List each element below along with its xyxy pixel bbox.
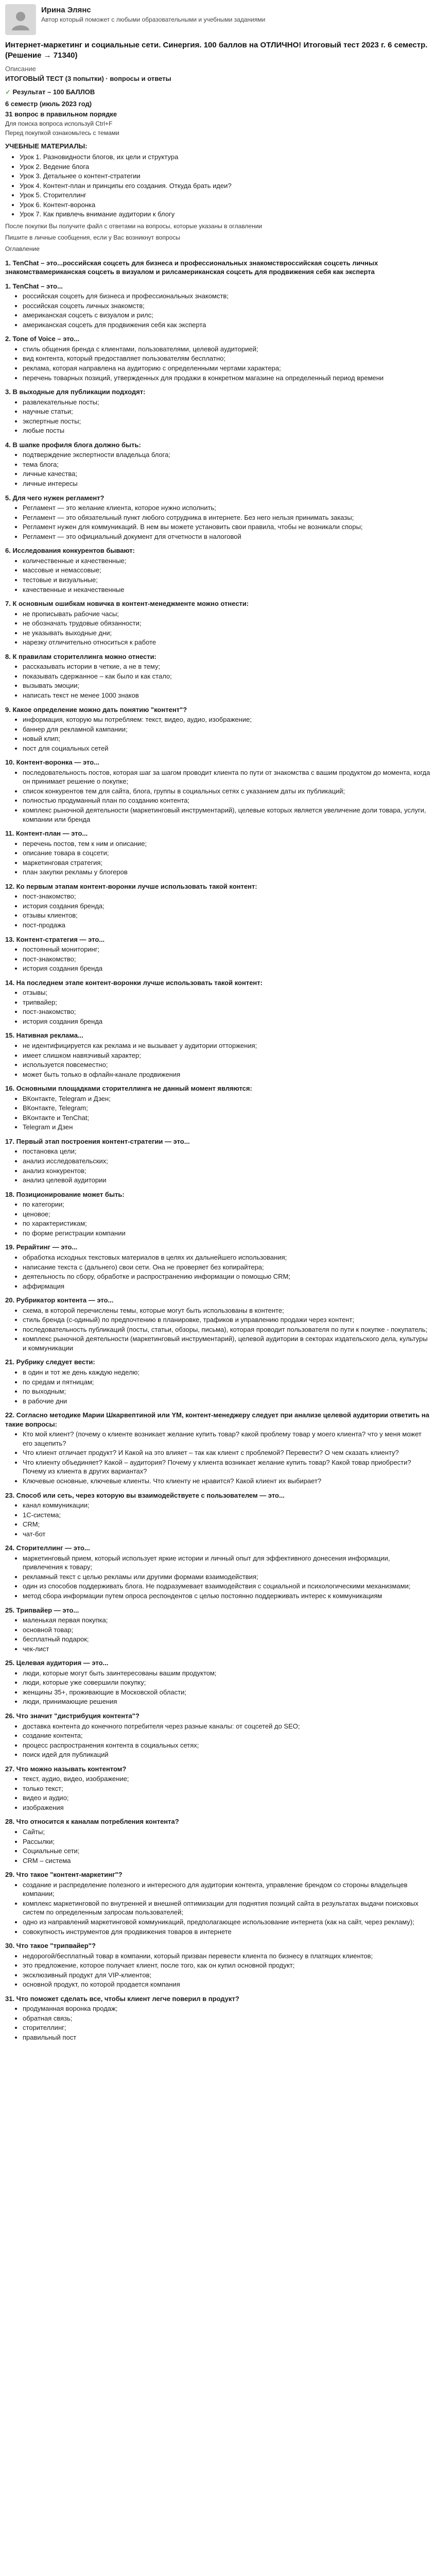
contact-note: Пишите в личные сообщения, если у Вас возникнут вопросы — [5, 234, 180, 242]
answer-option: • комплекс рыночной деятельности (маркетинговый инструментарий), целевые которых является увеличение доли товара, услуги, компании или бренда — [23, 806, 431, 824]
answer-option: • по категории; — [23, 1200, 431, 1209]
answer-option: • Регламент нужен для коммуникаций. В нем вы можете установить свои правила, чтобы не возникали споры; — [23, 522, 431, 532]
checkmark-icon: ✓ — [5, 88, 11, 96]
questions-list — [5, 259, 431, 2042]
answer-options — [5, 1554, 431, 1601]
answer-option: • любые посты — [23, 426, 431, 435]
answer-option: • стиль бренда (с-одиный) по предпочтению в планировке, трафиков и управлению продажи через контент; — [23, 1315, 431, 1325]
answer-option: • реклама, которая направлена на аудиторию с определенными чертами характера; — [23, 364, 431, 373]
answer-option: • не указывать выходные дни; — [23, 629, 431, 638]
answer-options — [5, 2004, 431, 2042]
answer-option: • американская соцсеть с визуалом и рилс; — [23, 311, 431, 320]
test-type: ИТОГОВЫЙ ТЕСТ (3 попытки) · вопросы и ответы — [5, 75, 171, 83]
answer-option: • по характеристикам; — [23, 1219, 431, 1228]
answer-option: • массовые и немассовые; — [23, 566, 431, 575]
answer-option: • бесплатный подарок; — [23, 1635, 431, 1644]
answer-options — [5, 1880, 431, 1936]
question-title: 13. Контент-стратегия — это... — [5, 935, 105, 943]
question-title: 17. Первый этап построения контент-стратегии — это... — [5, 1137, 190, 1145]
answer-option: • пост-знакомство; — [23, 955, 431, 964]
answer-option: • тема блога; — [23, 460, 431, 469]
answer-options — [5, 1306, 431, 1353]
question-title: 9. Какое определение можно дать понятию "контент"? — [5, 705, 187, 714]
question-title: 10. Контент-воронка — это... — [5, 758, 99, 767]
answer-option: • показывать сдержанное – как было и как стало; — [23, 672, 431, 681]
question-title: 6. Исследования конкурентов бывают: — [5, 547, 135, 555]
answer-options — [5, 1368, 431, 1405]
answer-option: • Рассылки; — [23, 1837, 431, 1846]
question-title: 24. Сторителлинг — это... — [5, 1544, 90, 1552]
answer-option: • личные качества; — [23, 469, 431, 479]
question-title: 11. Контент-план — это... — [5, 829, 88, 838]
answer-option: • американская соцсеть для продвижения себя как эксперта — [23, 320, 431, 330]
answer-options — [5, 1430, 431, 1485]
answer-option: • постановка цели; — [23, 1147, 431, 1156]
topic-item: • Урок 3. Детальнее о контент-стратегии — [20, 172, 431, 181]
answer-option: • Регламент — это желание клиента, которое нужно исполнить; — [23, 503, 431, 513]
answer-option: • основной товар; — [23, 1625, 431, 1635]
answer-option: • продуманная воронка продаж; — [23, 2004, 431, 2013]
answer-option: • история создания бренда — [23, 1017, 431, 1026]
question-title: 25. Трипвайер — это... — [5, 1606, 79, 1614]
question-title: 1. TenChat – это...российская соцсеть для бизнеса и профессиональных знакомствроссийская соцсеть личных знакомствамериканская соцсеть в визуалом и рилсамериканская соцсеть для продвижения себя как эксперта — [5, 259, 378, 276]
answer-options — [5, 1094, 431, 1132]
answer-option: • люди, которые уже совершили покупку; — [23, 1678, 431, 1687]
answer-option: • одно из направлений маркетинговой коммуникаций, предполагающее использование интернета (как на сайт, через рекламу); — [23, 1918, 431, 1927]
answer-option: • российская соцсеть личных знакомств; — [23, 301, 431, 311]
search-hint: Для поиска вопроса используй Ctrl+F — [5, 120, 113, 128]
description-label: Описание — [5, 64, 36, 73]
answer-option: • ВКонтакте, Telegram и Дзен; — [23, 1094, 431, 1104]
answer-option: • последовательность публикаций (посты, статьи, обзоры, письма), которая проводит пользователя по пути к покупке - покупатель; — [23, 1325, 431, 1334]
question-title: 8. К правилам сторителлинга можно отнести: — [5, 652, 156, 660]
answer-option: • вызывать эмоции; — [23, 681, 431, 690]
answer-options — [5, 1669, 431, 1706]
answer-option: • по средам и пятницам; — [23, 1378, 431, 1387]
user-icon — [9, 8, 32, 31]
answer-option: • экспертные посты; — [23, 417, 431, 426]
answer-option: • может быть только в офлайн-канале продвижения — [23, 1070, 431, 1079]
answer-options — [5, 345, 431, 382]
answer-option: • информация, которую мы потребляем: текст, видео, аудио, изображение; — [23, 715, 431, 724]
answer-option: • по выходным; — [23, 1387, 431, 1396]
answer-option: • количественные и качественные; — [23, 556, 431, 566]
answer-option: • ВКонтакте и TenChat; — [23, 1113, 431, 1123]
result-line — [5, 88, 431, 97]
answer-option: • стиль общения бренда с клиентами, пользователями, целевой аудиторией; — [23, 345, 431, 354]
answer-option: • чат-бот — [23, 1530, 431, 1539]
answer-option: • имеет слишком навязчивый характер; — [23, 1051, 431, 1060]
answer-option: • описание товара в соцсети; — [23, 849, 431, 858]
answer-option: • сторителлинг; — [23, 2023, 431, 2032]
answer-options — [5, 1501, 431, 1538]
topic-item: • Урок 4. Контент-план и принципы его создания. Откуда брать идеи? — [20, 181, 431, 191]
answer-option: • доставка контента до конечного потребителя через разные каналы: от соцсетей до SEO; — [23, 1722, 431, 1731]
question-title: 20. Рубрикатор контента — это... — [5, 1296, 114, 1304]
topic-item: • Урок 7. Как привлечь внимание аудитории к блогу — [20, 210, 431, 219]
answer-option: • Социальные сети; — [23, 1846, 431, 1856]
answer-options — [5, 398, 431, 435]
answer-options — [5, 292, 431, 329]
answer-options — [5, 1827, 431, 1865]
author-block — [5, 4, 431, 35]
answer-options — [5, 988, 431, 1026]
answer-option: • анализ исследовательских; — [23, 1157, 431, 1166]
answer-option: • вид контента, который предоставляет пользователям бесплатно; — [23, 354, 431, 363]
answer-option: • отзывы; — [23, 988, 431, 997]
question-title: 4. В шапке профиля блога должно быть: — [5, 440, 141, 449]
question-title: 2. Tone of Voice – это... — [5, 335, 80, 343]
answer-option: • комплекс маркетинговой по внутренней и внешней оптимизации для поднятия позиций сайта в результатах выдачи поисковых систем по определенным запросам пользователей; — [23, 1899, 431, 1917]
answer-option: • не идентифицируется как реклама и не вызывает у аудитории отторжения; — [23, 1041, 431, 1050]
answer-option: • люди, принимающие решения — [23, 1697, 431, 1706]
answer-option: • Telegram и Дзен — [23, 1123, 431, 1132]
answer-option: • в один и тот же день каждую неделю; — [23, 1368, 431, 1377]
answer-option: • Что клиенту объединяет? Какой – аудитория? Почему у клиента возникает желание купить товар? Какой товар приобрести? Почему из клиента в других вариантах? — [23, 1458, 431, 1476]
answer-options — [5, 1616, 431, 1653]
question-title: 25. Целевая аудитория — это... — [5, 1659, 109, 1667]
answer-option: • не прописывать рабочие часы; — [23, 609, 431, 619]
answer-options — [5, 1253, 431, 1291]
answer-option: • аффирмация — [23, 1282, 431, 1291]
question-title: 12. Ко первым этапам контент-воронки лучше использовать такой контент: — [5, 882, 257, 890]
answer-option: • российская соцсеть для бизнеса и профессиональных знакомств; — [23, 292, 431, 301]
answer-option: • обратная связь; — [23, 2014, 431, 2023]
answer-options — [5, 609, 431, 647]
answer-option: • используется повсеместно; — [23, 1060, 431, 1070]
answer-option: • люди, которые могут быть заинтересованы вашим продуктом; — [23, 1669, 431, 1678]
question-title: 27. Что можно называть контентом? — [5, 1765, 127, 1773]
answer-option: • один из способов поддерживать блога. Не подразумевает взаимодействия с социальной и психологическими механизмами; — [23, 1582, 431, 1591]
answer-options — [5, 503, 431, 541]
answer-option: • пост-знакомство; — [23, 892, 431, 901]
answer-option: • Сайты; — [23, 1827, 431, 1837]
question-title: 23. Способ или сеть, через которую вы взаимодействуете с пользователем — это... — [5, 1491, 285, 1499]
answer-option: • основной продукт, по которой продается компания — [23, 1980, 431, 1989]
answer-option: • в рабочие дни — [23, 1397, 431, 1406]
question-title: 21. Рубрику следует вести: — [5, 1358, 95, 1366]
answer-option: • CRM; — [23, 1520, 431, 1529]
question-title: 16. Основными площадками сторителлинга не данный момент являются: — [5, 1084, 252, 1093]
answer-option: • метод сбора информации путем опроса респондентов с целью постоянно поддерживать интерес к коммуникациям — [23, 1591, 431, 1601]
answer-option: • деятельность по сбору, обработке и распространению информации о помощью CRM; — [23, 1272, 431, 1281]
author-description: Автор который поможет с любыми образовательными и учебными заданиями — [41, 16, 266, 24]
answer-option: • пост-продажа — [23, 921, 431, 930]
answer-option: • Что клиент отличает продукт? И Какой на это влияет – так как клиент с проблемой? Перевести? О чем сказать клиенту? — [23, 1448, 431, 1458]
questions-count: 31 вопрос в правильном порядке — [5, 110, 117, 118]
question-title: 3. В выходные для публикации подходят: — [5, 388, 146, 396]
answer-options — [5, 556, 431, 594]
answer-option: • совокупность инструментов для продвижения товаров в интернете — [23, 1927, 431, 1937]
answer-option: • трипвайер; — [23, 998, 431, 1007]
author-name[interactable]: Ирина Элянс — [41, 6, 91, 14]
result-text: Результат – 100 БАЛЛОВ — [12, 88, 95, 96]
question-title: 19. Рерайтинг — это... — [5, 1243, 78, 1251]
answer-options — [5, 1722, 431, 1759]
answer-option: • рассказывать истории в четкие, а не в тему; — [23, 662, 431, 671]
question-title: 5. Для чего нужен регламент? — [5, 494, 104, 502]
answer-option: • CRM – система — [23, 1856, 431, 1866]
answer-option: • личные интересы — [23, 479, 431, 488]
answer-options — [5, 945, 431, 973]
answer-options — [5, 839, 431, 877]
answer-option: • эксклюзивный продукт для VIP-клиентов; — [23, 1971, 431, 1980]
semester: 6 семестр (июль 2023 год) — [5, 100, 92, 108]
answer-option: • история создания бренда — [23, 964, 431, 973]
answer-options — [5, 715, 431, 753]
question-title: 29. Что такое "контент-маркетинг"? — [5, 1871, 123, 1879]
answer-option: • маркетинговый прием, который использует яркие истории и личный опыт для эффективного донесения информации, привлечения к товару; — [23, 1554, 431, 1572]
avatar[interactable] — [5, 4, 36, 35]
answer-option: • нарезку отличительно относиться к работе — [23, 638, 431, 647]
materials-label: УЧЕБНЫЕ МАТЕРИАЛЫ: — [5, 142, 88, 150]
answer-option: • анализ конкурентов; — [23, 1166, 431, 1176]
question-title: 14. На последнем этапе контент-воронки лучше использовать такой контент: — [5, 978, 263, 987]
answer-options — [5, 1200, 431, 1238]
answer-options — [5, 1041, 431, 1079]
question-title: 28. Что относится к каналам потребления контента? — [5, 1818, 179, 1826]
question-title: 22. Согласно методике Марии Шкарвептиной или YM, контент-менеджеру следует при анализе целевой аудитории ответить на такие вопросы: — [5, 1411, 429, 1428]
question-title: 30. Что такое "трипвайер"? — [5, 1942, 96, 1950]
answer-option: • написать текст не менее 1000 знаков — [23, 691, 431, 700]
answer-option: • последовательность постов, которая шаг за шагом проводит клиента по пути от знакомства с вашим продуктом до момента, когда он принимает решение о покупке; — [23, 768, 431, 786]
answer-option: • женщины 35+, проживающие в Московской области; — [23, 1688, 431, 1697]
answer-option: • подтверждение экспертности владельца блога; — [23, 450, 431, 460]
contents-label: Оглавление — [5, 245, 40, 253]
answer-option: • текст, аудио, видео, изображение; — [23, 1774, 431, 1784]
answer-option: • комплекс рыночной деятельности (маркетинговый инструментарий), целевой аудитории в секторах издательского дела, культуры и коммуникации — [23, 1334, 431, 1352]
question-title: 1. TenChat – это... — [5, 282, 63, 290]
answer-option: • ценовое; — [23, 1210, 431, 1219]
answer-option: • процесс распространения контента в социальных сетях; — [23, 1741, 431, 1750]
answer-option: • это предложение, которое получает клиент, после того, как он купил основной продукт; — [23, 1961, 431, 1970]
answer-option: • пост для социальных сетей — [23, 744, 431, 753]
answer-option: • перечень постов, тем к ним и описание; — [23, 839, 431, 849]
answer-options — [5, 768, 431, 824]
answer-option: • план закупки рекламы у блогеров — [23, 868, 431, 877]
answer-option: • Регламент — это обязательный пункт любого сотрудника в интернете. Без него нельзя принимать заказы; — [23, 513, 431, 522]
document-title: Интернет-маркетинг и социальные сети. Синергия. 100 баллов на ОТЛИЧНО! Итоговый тест 2023 г. 6 семестр. (Решение → 71340) — [5, 41, 428, 60]
answer-option: • список конкурентов тем для сайта, блога, группы в социальных сетях с указанием даты их публикаций; — [23, 787, 431, 796]
answer-option: • полностью продуманный план по созданию контента; — [23, 796, 431, 805]
answer-option: • история создания бренда; — [23, 902, 431, 911]
answer-option: • ВКонтакте, Telegram; — [23, 1104, 431, 1113]
answer-option: • поиск идей для публикаций — [23, 1750, 431, 1759]
answer-option: • обработка исходных текстовых материалов в целях их дальнейшего использования; — [23, 1253, 431, 1262]
topic-item: • Урок 6. Контент-воронка — [20, 200, 431, 210]
topic-item: • Урок 5. Сторителлинг — [20, 191, 431, 200]
purchase-note: Перед покупкой ознакомьтесь с темами — [5, 129, 119, 137]
topics-list — [5, 152, 431, 219]
answer-option: • только текст; — [23, 1784, 431, 1793]
answer-option: • постоянный мониторинг; — [23, 945, 431, 954]
question-title: 31. Что поможет сделать все, чтобы клиент легче поверил в продукт? — [5, 1994, 239, 2003]
answer-options — [5, 1147, 431, 1184]
answer-options — [5, 1952, 431, 1989]
answer-options — [5, 662, 431, 700]
question-title: 26. Что значит "дистрибуция контента"? — [5, 1712, 139, 1720]
answer-option: • маркетинговая стратегия; — [23, 858, 431, 868]
answer-option: • маленькая первая покупка; — [23, 1616, 431, 1625]
answer-option: • создание контента; — [23, 1731, 431, 1740]
answer-option: • создание и распределение полезного и интересного для аудитории контента, управление брендом со стороны владельцев компании; — [23, 1880, 431, 1899]
answer-option: • рекламный текст с целью рекламы или другими формами взаимодействия; — [23, 1572, 431, 1582]
answer-option: • качественные и некачественные — [23, 585, 431, 595]
answer-option: • отзывы клиентов; — [23, 911, 431, 920]
answer-option: • научные статьи; — [23, 407, 431, 416]
answer-option: • недорогой/бесплатный товар в компании, который призван перевести клиента по бизнесу в платящих клиентов; — [23, 1952, 431, 1961]
answer-option: • не обозначать трудовые обязанности; — [23, 619, 431, 628]
answer-option: • канал коммуникации; — [23, 1501, 431, 1510]
answer-option: • анализ целевой аудитории — [23, 1176, 431, 1185]
answer-options — [5, 450, 431, 488]
answer-option: • схема, в которой перечислены темы, которые могут быть использованы в контенте; — [23, 1306, 431, 1315]
answer-option: • новый клип; — [23, 734, 431, 743]
answer-options — [5, 1774, 431, 1812]
answer-option: • написание текста с (дальнего) свои сети. Она не проверяет без копирайтера; — [23, 1263, 431, 1272]
question-title: 18. Позиционирование может быть: — [5, 1190, 125, 1198]
topic-item: • Урок 2. Ведение блога — [20, 162, 431, 172]
post-purchase-note: После покупки Вы получите файл с ответами на вопросы, которые указаны в оглавлении — [5, 222, 263, 230]
answer-option: • пост-знакомство; — [23, 1007, 431, 1016]
author-info — [41, 4, 265, 24]
question-title: 7. К основным ошибкам новичка в контент-менеджменте можно отнести: — [5, 600, 249, 608]
answer-option: • видео и аудио; — [23, 1793, 431, 1803]
topic-item: • Урок 1. Разновидности блогов, их цели и структура — [20, 152, 431, 162]
question-title: 15. Нативная реклама... — [5, 1031, 83, 1040]
answer-option: • Кто мой клиент? (почему о клиенте возникает желание купить товар? какой проблему товар у моего клиента? что у меня может его зацепить? — [23, 1430, 431, 1448]
answer-option: • изображения — [23, 1803, 431, 1812]
answer-option: • развлекательные посты; — [23, 398, 431, 407]
answer-option: • чек-лист — [23, 1645, 431, 1654]
answer-options — [5, 892, 431, 929]
answer-option: • тестовые и визуальные; — [23, 575, 431, 585]
answer-option: • правильный пост — [23, 2033, 431, 2042]
answer-option: • по форме регистрации компании — [23, 1229, 431, 1238]
answer-option: • перечень товарных позиций, утвержденных для продажи в конкретном магазине на определенный период времени — [23, 374, 431, 383]
answer-option: • 1С-система; — [23, 1511, 431, 1520]
answer-option: • Регламент — это официальный документ для отчетности в налоговой — [23, 532, 431, 541]
answer-option: • баннер для рекламной кампании; — [23, 725, 431, 734]
answer-option: • Ключевые основные, ключевые клиенты. Что клиенту не нравится? Какой клиент их выбирает? — [23, 1477, 431, 1486]
